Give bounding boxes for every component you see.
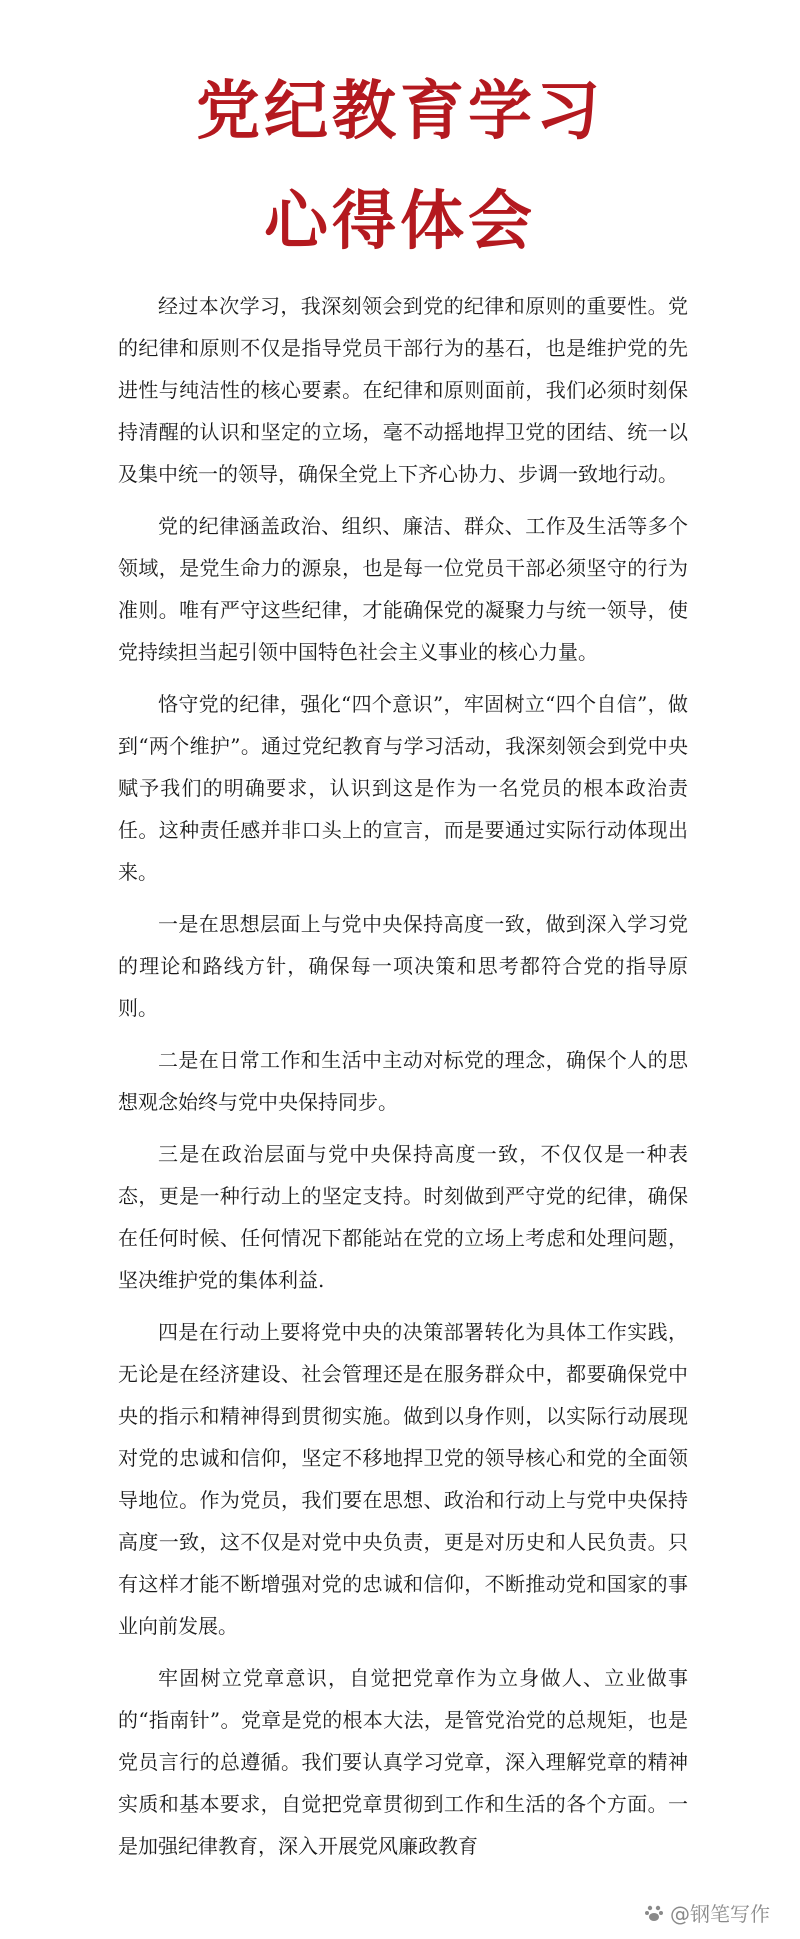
watermark: [644, 1898, 770, 1927]
title-line-2: 心得体会: [264, 184, 536, 259]
paragraph-6: 三是在政治层面与党中央保持高度一致，不仅仅是一种表态，更是一种行动上的坚定支持。时刻做到严守党的纪律，确保在任何时候、任何情况下都能站在党的立场上考虑和处理问题，坚决维护党的集体利益.: [118, 1142, 688, 1292]
title-line-1: 党纪教育学习: [196, 74, 604, 149]
paragraph-5: 二是在日常工作和生活中主动对标党的理念，确保个人的思想观念始终与党中央保持同步。: [118, 1048, 688, 1114]
paragraph-1: 经过本次学习，我深刻领会到党的纪律和原则的重要性。党的纪律和原则不仅是指导党员干部行为的基石，也是维护党的先进性与纯洁性的核心要素。在纪律和原则面前，我们必须时刻保持清醒的认识和坚定的立场，毫不动摇地捍卫党的团结、统一以及集中统一的领导，确保全党上下齐心协力、步调一致地行动。: [118, 294, 688, 486]
paragraph-7: 四是在行动上要将党中央的决策部署转化为具体工作实践，无论是在经济建设、社会管理还是在服务群众中，都要确保党中央的指示和精神得到贯彻实施。做到以身作则，以实际行动展现对党的忠诚和信仰，坚定不移地捍卫党的领导核心和党的全面领导地位。作为党员，我们要在思想、政治和行动上与党中央保持高度一致，这不仅是对党中央负责，更是对历史和人民负责。只有这样才能不断增强对党的忠诚和信仰，不断推动党和国家的事业向前发展。: [118, 1320, 688, 1638]
paragraph-8: 牢固树立党章意识，自觉把党章作为立身做人、立业做事的“指南针”。党章是党的根本大法，是管党治党的总规矩，也是党员言行的总遵循。我们要认真学习党章，深入理解党章的精神实质和基本要求，自觉把党章贯彻到工作和生活的各个方面。一是加强纪律教育，深入开展党风廉政教育: [118, 1666, 688, 1858]
paragraph-3: 恪守党的纪律，强化“四个意识”，牢固树立“四个自信”，做到“两个维护”。通过党纪教育与学习活动，我深刻领会到党中央赋予我们的明确要求，认识到这是作为一名党员的根本政治责任。这种责任感并非口头上的宣言，而是要通过实际行动体现出来。: [118, 692, 688, 884]
paragraph-2: 党的纪律涵盖政治、组织、廉洁、群众、工作及生活等多个领域，是党生命力的源泉，也是每一位党员干部必须坚守的行为准则。唯有严守这些纪律，才能确保党的凝聚力与统一领导，使党持续担当起引领中国特色社会主义事业的核心力量。: [118, 514, 688, 664]
paragraph-4: 一是在思想层面上与党中央保持高度一致，做到深入学习党的理论和路线方针，确保每一项决策和思考都符合党的指导原则。: [118, 912, 688, 1020]
article-body: [118, 285, 688, 1877]
paw-icon: [644, 1903, 664, 1923]
watermark-text: @钢笔写作: [670, 1902, 770, 1926]
